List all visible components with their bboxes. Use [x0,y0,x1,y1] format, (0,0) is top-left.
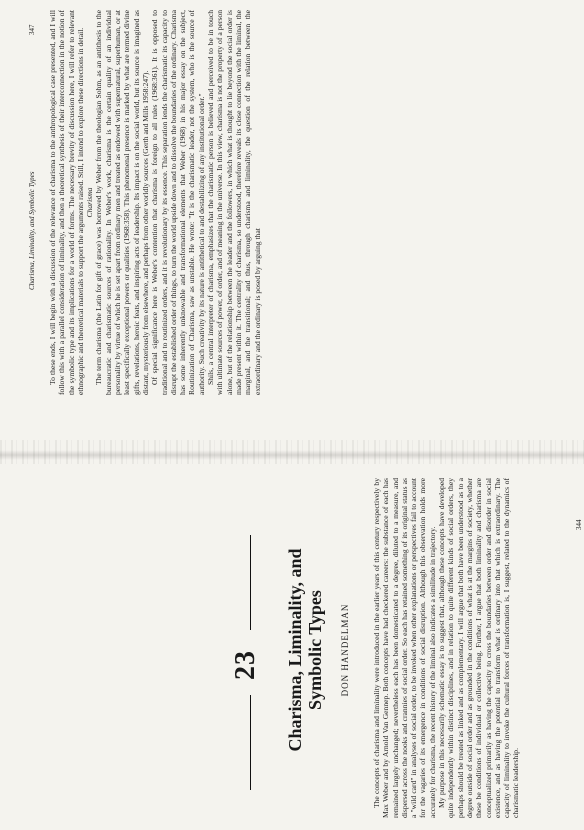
section-heading: Charisma [85,187,95,218]
left-page-body [372,478,521,818]
chapter-author: DON HANDELMAN [340,603,350,697]
paragraph: Shils, a central interpreter of charisma, emphasizes that the charismatic person is believed and perceived to be in touch with ultimate sources of power, of order, and of meaning in the universe. In this view, charisma is not the property of a person alone, but of the relationship between the leader and the followers, in which what is thought to lie beyond the social order is made present within it. The centrality of charisma, so understood, therefore reveals its close connection with the liminal, the marginal, and the transitional; and thus, through charisma and liminality, the question of the relation between the extraordinary and the ordinary is posed by arguing that [206,10,262,395]
chapter-title [285,490,325,810]
title-rule-left [250,695,251,790]
chapter-number: 23 [230,650,261,680]
paragraph: The concepts of charisma and liminality were introduced in the earlier years of this century respectively by Max Weber and by Arnold Van Gennep. Both concepts have had checkered careers: the substance of each has remained largely unchanged; nevertheless each has been domesticated to a degree, diluted to a measure, and dispersed across the nooks and crannies of social order. So each has retained something of its original status as a "wild card" in analyses of social order, to be invoked when other explanations or perspectives fail to account for the vagaries of its emergence in conditions of social disruption. Although this observation holds more accurately for charisma, the recent history of the liminal also indicates a similitude in trajectory. [372,478,437,818]
folio-left: 344 [575,519,583,530]
paragraph: Of special significance here is Weber's contention that charisma is foreign to all rules (1968:361). It is opposed to traditional and to routinized orders, and it is revolutionary by its essence. This separation lends the charismatic its capacity to disrupt the established order of things, to turn the world upside down and to dissolve the boundaries of the ordinary. Charisma has some inherently unknowable and transformational elements that Weber (1968) in his major essay on the subject, Routinization of Charisma, saw as unstable. He wrote: "It is the charismatic leader, not the system, who is the source of authority. Such creativity by its nature is antithetical to and destabilizing of any institutional order." [150,10,206,395]
paragraph: The term charisma (the Latin for gift of grace) was borrowed by Weber from the theologian Sohm, as an antithesis to the bureaucratic and charismatic sources of rationality. In Weber's work, charisma is the certain quality of an individual personality by virtue of which he is set apart from ordinary men and treated as endowed with supernatural, superhuman, or at least specifically exceptional powers or qualities (1968:358). This phenomenal presence is marked by what are termed divine gifts, revelations, heroic feats, and inspiring acts of leadership. Its impact is on the social world, but its source is imagined as distant, mysteriously from elsewhere, and perhaps from other worldly sources (Gerth and Mills 1958:247). [94,10,150,395]
running-head: Charisma, Liminality, and Symbolic Types [28,171,36,290]
left-page [0,468,584,830]
intro-paragraph: To these ends, I will begin with a discussion of the relevance of charisma to the anthropological case presented, and I will follow this with a parallel consideration of liminality, and then a theoretical synthesis of their interconnection in the notion of the symbolic type and its implications for a world of forms. The necessary brevity of discussion here, I will refer to relevant ethnographic and theoretical materials to support the arguments raised. Still, I intend to explore these directions in detail. [48,10,85,395]
right-page-body [48,10,262,395]
chapter-title-line-2: Symbolic Types [305,590,325,710]
chapter-title-line-1: Charisma, Liminality, and [285,548,305,752]
gutter-shadow [0,450,584,460]
paragraph: My purpose in this necessarily schematic essay is to suggest that, although these concepts have developed quite independently within distinct disciplines, and in relation to quite different kinds of social orders, they perhaps should be treated as linked and as complementary. I will argue that both have been understood as to a degree outside of social order and as grounded in the conditions of what is at the margins of society, whether these be conditions of individual or collective being. Further, I argue that both liminality and charisma are conceptualized primarily as having the capacity to cross the boundaries between order and disorder in social existence, and as having the potential to transform what is ordinary into that which is extraordinary. The capacity of liminality to invoke the cultural forces of transformation is, I suggest, related to the dynamics of charismatic leadership. [437,478,521,818]
title-rule-right [250,535,251,630]
folio-right: 347 [28,24,36,35]
